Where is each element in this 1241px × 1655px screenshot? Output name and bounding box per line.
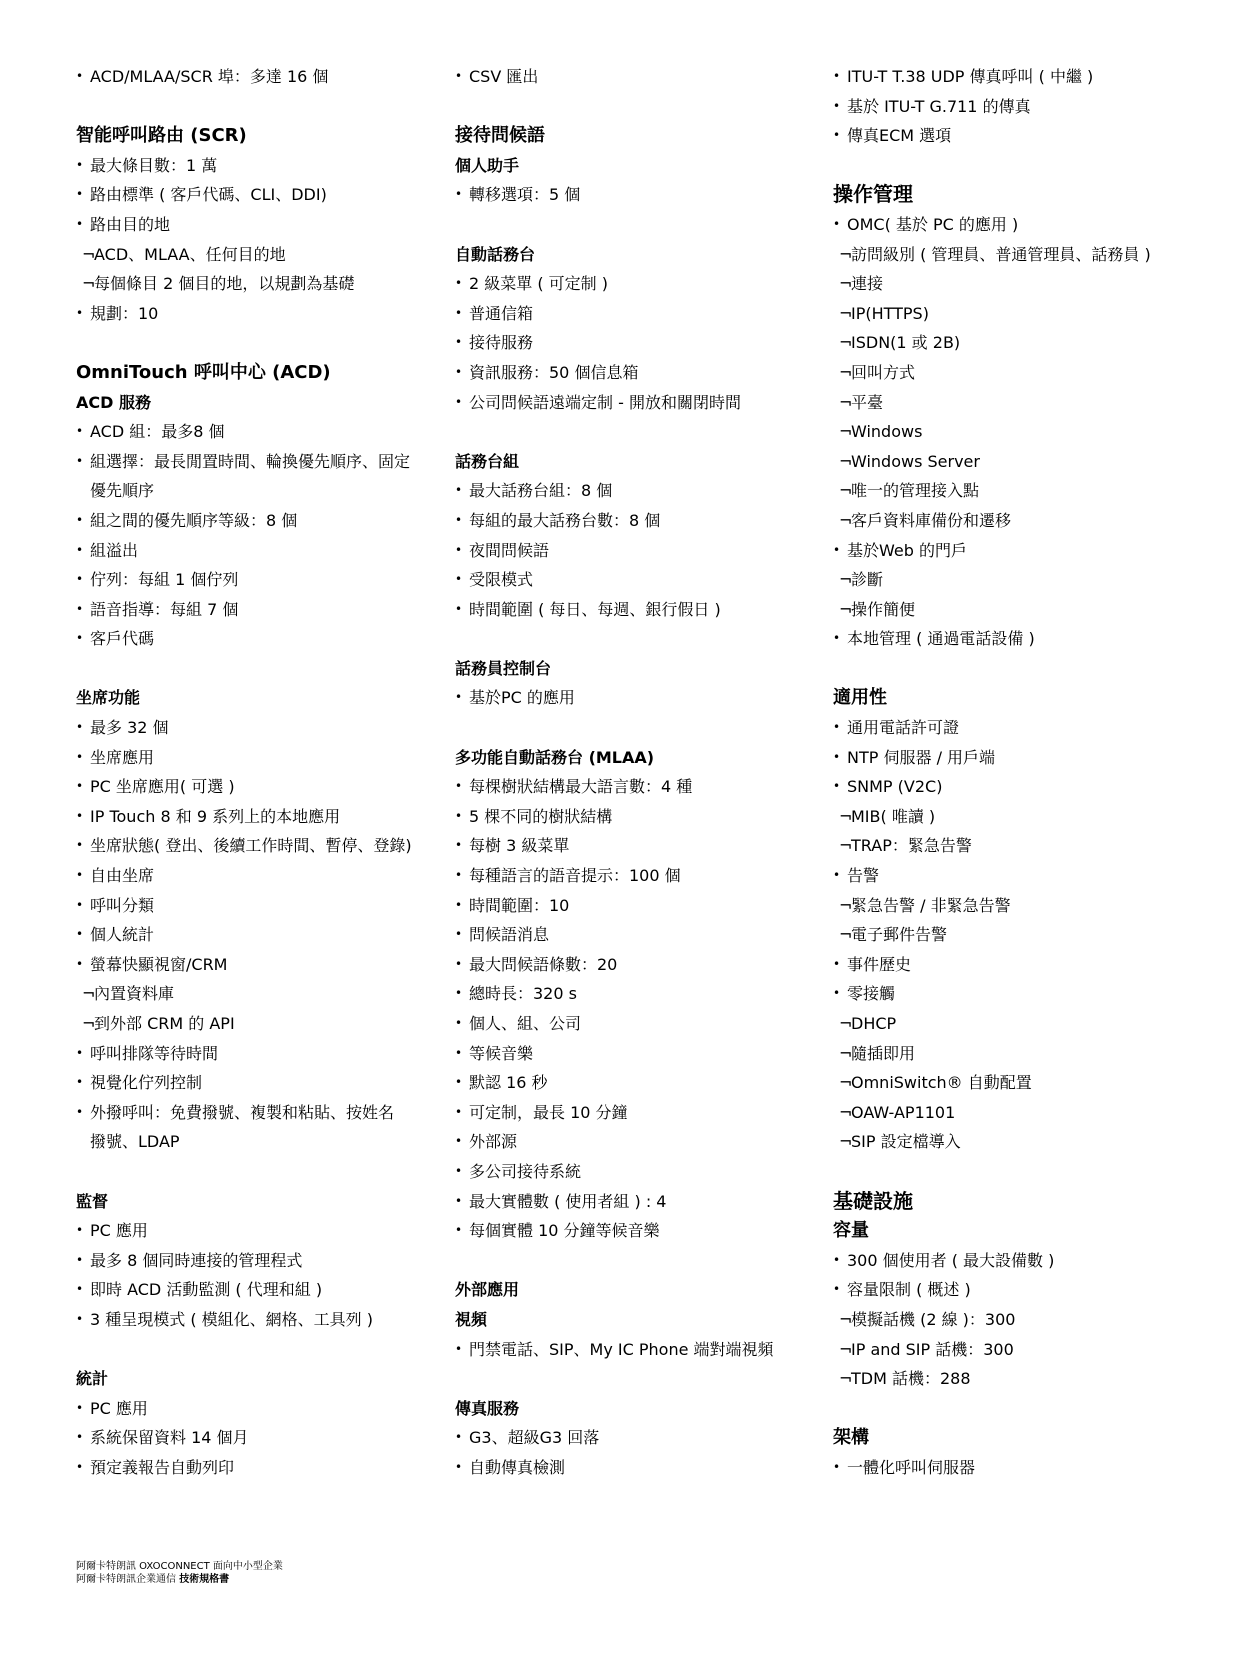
subsection-heading: 個人助手 <box>455 155 520 175</box>
bullet-item: • 系統保留資料 14 個月 <box>76 1423 436 1453</box>
bullet-item: • CSV 匯出 <box>455 62 815 92</box>
sub-bullet-item: ¬ Windows Server <box>833 447 1213 477</box>
bullet-item: • 2 級菜單 ( 可定制 ) <box>455 269 815 299</box>
bullet-item: • 路由標準 ( 客戶代碼、CLI、DDI) <box>76 180 436 210</box>
section-heading: 接待問候語 <box>455 125 545 147</box>
sub-bullet-item: ¬ 每個條目 2 個目的地，以規劃為基礎 <box>76 269 436 299</box>
column-3 <box>833 62 1213 1483</box>
spacer <box>76 1335 436 1365</box>
bullet-item: • 呼叫排隊等待時間 <box>76 1039 436 1069</box>
sub-bullet-item: ¬ TDM 話機：288 <box>833 1364 1213 1394</box>
sub-bullet-item: ¬ TRAP：緊急告警 <box>833 831 1213 861</box>
bullet-item: • 基於PC 的應用 <box>455 683 815 713</box>
bullet-item: • 接待服務 <box>455 328 815 358</box>
bullet-item: • 每棵樹狀結構最大語言數：4 種 <box>455 772 815 802</box>
bullet-item: • 總時長：320 s <box>455 979 815 1009</box>
spacer <box>833 654 1213 684</box>
bullet-item: • 基於Web 的門戶 <box>833 536 1213 566</box>
sub-bullet-item: ¬ 唯一的管理接入點 <box>833 476 1213 506</box>
bullet-item: • PC 應用 <box>76 1216 436 1246</box>
sub-bullet-item: ¬ Windows <box>833 417 1213 447</box>
section-heading: 架構 <box>833 1427 869 1449</box>
bullet-item: • 客戶代碼 <box>76 624 436 654</box>
bullet-item: • 外撥呼叫：免費撥號、複製和粘貼、按姓名 <box>76 1098 436 1128</box>
spacer <box>455 417 815 447</box>
section-heading: 基礎設施 <box>833 1188 913 1213</box>
bullet-item: • 公司問候語遠端定制 - 開放和關閉時間 <box>455 388 815 418</box>
bullet-item: • 一體化呼叫伺服器 <box>833 1453 1213 1483</box>
bullet-item: • 5 棵不同的樹狀結構 <box>455 802 815 832</box>
subsection-heading: 視頻 <box>455 1309 488 1329</box>
footer-product-line: 阿爾卡特朗訊 OXOCONNECT 面向中小型企業 <box>76 1561 283 1572</box>
bullet-item: • NTP 伺服器 / 用戶端 <box>833 743 1213 773</box>
bullet-item: • 300 個使用者 ( 最大設備數 ) <box>833 1246 1213 1276</box>
bullet-item: • 多公司接待系統 <box>455 1157 815 1187</box>
sub-bullet-item: ¬ 到外部 CRM 的 API <box>76 1009 436 1039</box>
section-heading: 容量 <box>833 1220 869 1242</box>
subsection-heading: 坐席功能 <box>76 688 141 708</box>
spacer <box>76 654 436 684</box>
bullet-item: • 呼叫分類 <box>76 891 436 921</box>
bullet-item: • 默認 16 秒 <box>455 1068 815 1098</box>
section-heading: 操作管理 <box>833 182 913 207</box>
spacer <box>76 1157 436 1187</box>
sub-bullet-item: ¬ 電子郵件告警 <box>833 920 1213 950</box>
bullet-item: • 最多 8 個同時連接的管理程式 <box>76 1246 436 1276</box>
bullet-item: • 組溢出 <box>76 536 436 566</box>
bullet-item: • 本地管理 ( 通過電話設備 ) <box>833 624 1213 654</box>
bullet-item: • 可定制，最長 10 分鐘 <box>455 1098 815 1128</box>
subsection-heading: 統計 <box>76 1369 109 1389</box>
sub-bullet-item: ¬ DHCP <box>833 1009 1213 1039</box>
sub-bullet-item: ¬ 平臺 <box>833 388 1213 418</box>
bullet-item: • ACD 組：最多8 個 <box>76 417 436 447</box>
bullet-item: • ACD/MLAA/SCR 埠：多達 16 個 <box>76 62 436 92</box>
bullet-item: • 即時 ACD 活動監測 ( 代理和組 ) <box>76 1275 436 1305</box>
bullet-item: • 轉移選項：5 個 <box>455 180 815 210</box>
bullet-item: • PC 坐席應用( 可選 ) <box>76 772 436 802</box>
bullet-item: • 3 種呈現模式 ( 模組化、網格、工具列 ) <box>76 1305 436 1335</box>
spacer <box>455 92 815 122</box>
section-heading: OmniTouch 呼叫中心 (ACD) <box>76 361 331 383</box>
spacer <box>455 1364 815 1394</box>
spacer <box>455 713 815 743</box>
bullet-item: • PC 應用 <box>76 1394 436 1424</box>
sub-bullet-item: ¬ MIB( 唯讀 ) <box>833 802 1213 832</box>
sub-bullet-item: ¬ IP(HTTPS) <box>833 299 1213 329</box>
bullet-item: • ITU-T T.38 UDP 傳真呼叫 ( 中繼 ) <box>833 62 1213 92</box>
bullet-item: • 個人、組、公司 <box>455 1009 815 1039</box>
sub-bullet-item: ¬ 模擬話機 (2 線 )：300 <box>833 1305 1213 1335</box>
spacer <box>455 1246 815 1276</box>
bullet-item: • OMC( 基於 PC 的應用 ) <box>833 210 1213 240</box>
bullet-item: • 螢幕快顯視窗/CRM <box>76 950 436 980</box>
bullet-item: • 規劃：10 <box>76 299 436 329</box>
footer-doc-type: 技術規格書 <box>179 1574 230 1585</box>
sub-bullet-item: ¬ IP and SIP 話機：300 <box>833 1335 1213 1365</box>
bullet-item: • G3、超級G3 回落 <box>455 1423 815 1453</box>
spacer <box>833 1394 1213 1424</box>
spacer <box>833 1157 1213 1187</box>
bullet-item: • 組之間的優先順序等級：8 個 <box>76 506 436 536</box>
bullet-item: • 最大實體數 ( 使用者組 ) : 4 <box>455 1187 815 1217</box>
bullet-item: • 佇列：每組 1 個佇列 <box>76 565 436 595</box>
bullet-continuation: 撥號、LDAP <box>90 1132 180 1152</box>
sub-bullet-item: ¬ SIP 設定檔導入 <box>833 1127 1213 1157</box>
bullet-item: • 門禁電話、SIP、My IC Phone 端對端視頻 <box>455 1335 815 1365</box>
bullet-item: • 受限模式 <box>455 565 815 595</box>
bullet-item: • 告警 <box>833 861 1213 891</box>
bullet-item: • 最多 32 個 <box>76 713 436 743</box>
subsection-heading: ACD 服務 <box>76 392 151 412</box>
bullet-item: • 每組的最大話務台數：8 個 <box>455 506 815 536</box>
bullet-item: • 視覺化佇列控制 <box>76 1068 436 1098</box>
bullet-item: • 坐席應用 <box>76 743 436 773</box>
sub-bullet-item: ¬ 連接 <box>833 269 1213 299</box>
bullet-item: • 語音指導：每組 7 個 <box>76 595 436 625</box>
bullet-item: • 資訊服務：50 個信息箱 <box>455 358 815 388</box>
subsection-heading: 監督 <box>76 1191 109 1211</box>
column-2 <box>455 62 815 1483</box>
bullet-item: • 每樹 3 級菜單 <box>455 831 815 861</box>
bullet-item: • 事件歷史 <box>833 950 1213 980</box>
footer-doc-line <box>76 1573 306 1586</box>
subsection-heading: 話務台組 <box>455 451 520 471</box>
bullet-item: • 組選擇：最長閒置時間、輪換優先順序、固定 <box>76 447 436 477</box>
bullet-item: • 容量限制 ( 概述 ) <box>833 1275 1213 1305</box>
spacer <box>76 92 436 122</box>
sub-bullet-item: ¬ ACD、MLAA、任何目的地 <box>76 240 436 270</box>
spacer <box>833 151 1213 181</box>
bullet-item: • 個人統計 <box>76 920 436 950</box>
spacer <box>455 624 815 654</box>
sub-bullet-item: ¬ 客戶資料庫備份和遷移 <box>833 506 1213 536</box>
bullet-item: • 普通信箱 <box>455 299 815 329</box>
bullet-item: • 坐席狀態( 登出、後續工作時間、暫停、登錄) <box>76 831 436 861</box>
section-heading: 適用性 <box>833 687 887 709</box>
sub-bullet-item: ¬ OmniSwitch® 自動配置 <box>833 1068 1213 1098</box>
sub-bullet-item: ¬ ISDN(1 或 2B) <box>833 328 1213 358</box>
bullet-item: • 每個實體 10 分鐘等候音樂 <box>455 1216 815 1246</box>
bullet-item: • IP Touch 8 和 9 系列上的本地應用 <box>76 802 436 832</box>
page-footer <box>76 1560 306 1586</box>
bullet-item: • SNMP (V2C) <box>833 772 1213 802</box>
bullet-item: • 最大話務台組：8 個 <box>455 476 815 506</box>
column-1 <box>76 62 436 1483</box>
bullet-item: • 零接觸 <box>833 979 1213 1009</box>
footer-company: 阿爾卡特朗訊企業通信 <box>76 1574 176 1585</box>
subsection-heading: 外部應用 <box>455 1280 520 1300</box>
bullet-continuation: 優先順序 <box>90 481 155 501</box>
subsection-heading: 多功能自動話務台 (MLAA) <box>455 747 655 767</box>
bullet-item: • 自由坐席 <box>76 861 436 891</box>
bullet-item: • 問候語消息 <box>455 920 815 950</box>
subsection-heading: 自動話務台 <box>455 244 536 264</box>
bullet-item: • 路由目的地 <box>76 210 436 240</box>
sub-bullet-item: ¬ 診斷 <box>833 565 1213 595</box>
bullet-item: • 預定義報告自動列印 <box>76 1453 436 1483</box>
subsection-heading: 話務員控制台 <box>455 658 552 678</box>
bullet-item: • 自動傳真檢測 <box>455 1453 815 1483</box>
bullet-item: • 時間範圍 ( 每日、每週、銀行假日 ) <box>455 595 815 625</box>
sub-bullet-item: ¬ OAW-AP1101 <box>833 1098 1213 1128</box>
spacer <box>76 328 436 358</box>
bullet-item: • 最大條目數：1 萬 <box>76 151 436 181</box>
sub-bullet-item: ¬ 訪問級別 ( 管理員、普通管理員、話務員 ) <box>833 240 1213 270</box>
sub-bullet-item: ¬ 操作簡便 <box>833 595 1213 625</box>
bullet-item: • 夜間問候語 <box>455 536 815 566</box>
spacer <box>455 210 815 240</box>
subsection-heading: 傳真服務 <box>455 1398 520 1418</box>
bullet-item: • 外部源 <box>455 1127 815 1157</box>
bullet-item: • 時間範圍：10 <box>455 891 815 921</box>
section-heading: 智能呼叫路由 (SCR) <box>76 125 247 147</box>
sub-bullet-item: ¬ 隨插即用 <box>833 1039 1213 1069</box>
bullet-item: • 等候音樂 <box>455 1039 815 1069</box>
sub-bullet-item: ¬ 緊急告警 / 非緊急告警 <box>833 891 1213 921</box>
sub-bullet-item: ¬ 內置資料庫 <box>76 979 436 1009</box>
bullet-item: • 基於 ITU-T G.711 的傳真 <box>833 92 1213 122</box>
sub-bullet-item: ¬ 回叫方式 <box>833 358 1213 388</box>
bullet-item: • 最大問候語條數：20 <box>455 950 815 980</box>
bullet-item: • 每種語言的語音提示：100 個 <box>455 861 815 891</box>
bullet-item: • 傳真ECM 選項 <box>833 121 1213 151</box>
bullet-item: • 通用電話許可證 <box>833 713 1213 743</box>
